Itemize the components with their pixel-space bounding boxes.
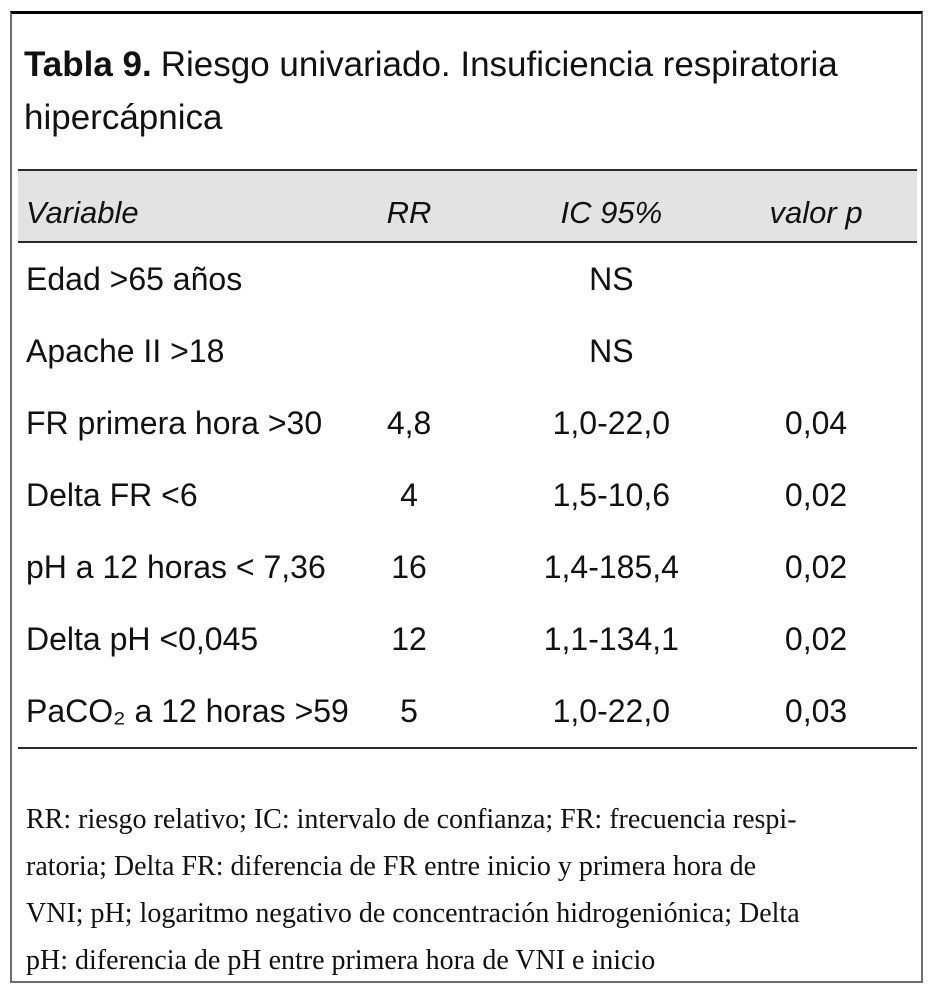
- column-header-ic95: IC 95%: [560, 195, 663, 230]
- footnote-line: ratoria; Delta FR: diferencia de FR entre inicio y primera hora de: [26, 851, 757, 882]
- cell-rr: 16: [391, 548, 427, 585]
- table-row: [18, 315, 917, 387]
- table-row: [18, 603, 917, 675]
- table-title-line1: [24, 38, 904, 91]
- cell-variable: FR primera hora >30: [26, 404, 323, 441]
- cell-ic95: NS: [589, 332, 634, 369]
- cell-valor-p: 0,02: [784, 620, 848, 657]
- cell-ic95: 1,5-10,6: [552, 476, 671, 513]
- footnote-line: pH: diferencia de pH entre primera hora de VNI e inicio: [26, 945, 656, 976]
- cell-ic95: 1,0-22,0: [552, 404, 671, 441]
- cell-ic95: 1,1-134,1: [543, 620, 679, 657]
- table-row: [18, 243, 917, 315]
- table-body: [18, 243, 917, 749]
- cell-valor-p: 0,04: [784, 404, 848, 441]
- cell-ic95: 1,0-22,0: [552, 692, 671, 729]
- table-title: [24, 38, 904, 144]
- table-number: Tabla 9.: [24, 45, 152, 84]
- footnote-line: VNI; pH; logaritmo negativo de concentración hidrogeniónica; Delta: [26, 898, 800, 929]
- cell-ic95: NS: [589, 260, 634, 297]
- cell-rr: 12: [391, 620, 427, 657]
- cell-variable: PaCO₂ a 12 horas >59: [26, 692, 349, 729]
- table-row: [18, 531, 917, 603]
- data-table: [18, 169, 917, 749]
- cell-valor-p: 0,03: [784, 692, 848, 729]
- table-title-text: Riesgo univariado. Insuficiencia respiratoria: [160, 45, 838, 84]
- column-header-rr: RR: [386, 195, 432, 230]
- cell-variable: Delta pH <0,045: [26, 620, 259, 657]
- table-header-row: [18, 169, 917, 243]
- cell-rr: 4: [400, 476, 418, 513]
- cell-variable: Delta FR <6: [26, 476, 198, 513]
- table-title-line2: hipercápnica: [24, 98, 223, 137]
- cell-rr: 5: [400, 692, 418, 729]
- cell-variable: Apache II >18: [26, 332, 225, 369]
- cell-valor-p: 0,02: [784, 476, 848, 513]
- table-card: [10, 11, 923, 983]
- table-row: [18, 675, 917, 747]
- table-row: [18, 387, 917, 459]
- cell-rr: 4,8: [386, 404, 432, 441]
- cell-valor-p: 0,02: [784, 548, 848, 585]
- cell-variable: pH a 12 horas < 7,36: [26, 548, 326, 585]
- table-row: [18, 459, 917, 531]
- column-header-valor-p: valor p: [769, 195, 863, 230]
- table-footnote: [26, 796, 911, 984]
- column-header-variable: Variable: [26, 195, 139, 230]
- cell-variable: Edad >65 años: [26, 260, 243, 297]
- cell-ic95: 1,4-185,4: [543, 548, 679, 585]
- footnote-line: RR: riesgo relativo; IC: intervalo de confianza; FR: frecuencia respi-: [26, 804, 797, 835]
